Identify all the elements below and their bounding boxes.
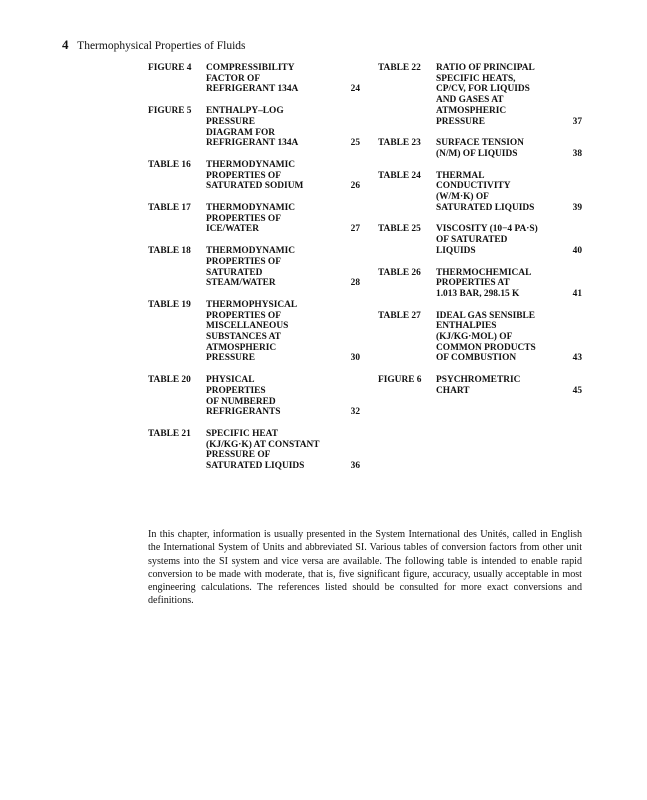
toc-entry-label: TABLE 25 [378, 224, 421, 235]
toc-title-line: THERMODYNAMIC [206, 203, 296, 214]
toc-entry-page: 36 [350, 461, 360, 472]
toc-title-line: PROPERTIES [206, 385, 266, 396]
toc-entry-page: 32 [350, 407, 360, 418]
toc-entry-title [436, 171, 560, 214]
toc-title-line: (N/M) OF LIQUIDS [436, 148, 518, 159]
toc-title-line: PROPERTIES AT [436, 278, 510, 289]
toc-title-line: ENTHALPY–LOG [206, 106, 284, 117]
toc-entry-title [206, 63, 336, 95]
toc-title-line: ATMOSPHERIC [206, 342, 277, 353]
toc-entry [378, 375, 582, 396]
toc-entry-title [436, 375, 560, 396]
toc-entry [148, 106, 360, 149]
toc-title-line: SPECIFIC HEATS, [436, 73, 516, 84]
toc-title-line: ICE/WATER [206, 224, 259, 235]
toc-title-line: CP/CV, FOR LIQUIDS [436, 84, 530, 95]
toc-entry-page: 28 [350, 278, 360, 289]
toc-title-line: (W/M·K) OF [436, 192, 489, 203]
toc-entry [148, 375, 360, 418]
running-header [62, 37, 246, 53]
toc-title-line: THERMODYNAMIC [206, 246, 296, 257]
toc-title-line: PROPERTIES OF [206, 256, 281, 267]
toc-title-line: PRESSURE [206, 116, 255, 127]
toc-title-line: THERMOCHEMICAL [436, 267, 532, 278]
toc-title-line: SPECIFIC HEAT [206, 428, 278, 439]
toc-title-line: STEAM/WATER [206, 278, 276, 289]
toc-entry [148, 160, 360, 192]
toc-entry-label: TABLE 27 [378, 310, 421, 321]
toc-entry-page: 27 [350, 224, 360, 235]
toc-entry-label: TABLE 16 [148, 159, 191, 170]
toc-title-line: REFRIGERANT 134A [206, 84, 299, 95]
toc-title-line: CHART [436, 385, 470, 396]
toc-entry-title [206, 300, 336, 364]
toc-title-line: PSYCHROMETRIC [436, 375, 521, 386]
toc-entry [378, 171, 582, 214]
toc-title-line: SUBSTANCES AT [206, 332, 281, 343]
toc-title-line: LIQUIDS [436, 245, 476, 256]
toc-entry-title [436, 224, 560, 256]
toc-title-line: IDEAL GAS SENSIBLE [436, 310, 535, 321]
running-title: Thermophysical Properties of Fluids [77, 40, 246, 52]
toc-title-line: (KJ/KG·MOL) OF [436, 332, 513, 343]
toc-title-line: VISCOSITY (10−4 PA·S) [436, 224, 538, 235]
toc-entry-title [436, 63, 560, 127]
toc-entry-page: 38 [572, 148, 582, 159]
toc-entry-page: 39 [572, 202, 582, 213]
toc-entry-title [436, 138, 560, 159]
body-paragraph: In this chapter, information is usually presented in the System International des Unités, called in English the International System of Units and abbreviated SI. Various tables of conversion factors from other unit systems into the SI system and vice versa are available. The following table is intended to enable rapid conversion to be made with moderate, that is, five significant figure, accuracy, usually acceptable in most engineering calculations. The references listed should be consulted for more exact conversions and definitions. [148, 529, 582, 607]
toc-entry [148, 63, 360, 95]
toc-entry-page: 30 [350, 353, 360, 364]
toc-title-line: SATURATED LIQUIDS [206, 461, 305, 472]
toc-title-line: 1.013 BAR, 298.15 K [436, 288, 520, 299]
toc-entry-page: 37 [572, 116, 582, 127]
toc-title-line: AND GASES AT [436, 95, 504, 106]
toc-title-line: SATURATED SODIUM [206, 181, 304, 192]
toc-entry [148, 246, 360, 289]
toc-title-line: THERMAL [436, 170, 485, 181]
toc-entry [378, 138, 582, 159]
toc-entry-title [206, 203, 336, 235]
toc-entry-label: FIGURE 6 [378, 375, 422, 386]
toc-title-line: (KJ/KG·K) AT CONSTANT [206, 439, 320, 450]
toc-entry [378, 311, 582, 365]
toc-entry [378, 224, 582, 256]
toc-title-line: THERMOPHYSICAL [206, 299, 298, 310]
toc-entry [148, 300, 360, 364]
toc-entry-title [206, 429, 336, 472]
toc-entry-label: FIGURE 5 [148, 106, 192, 117]
toc-entry-page: 45 [572, 385, 582, 396]
toc-entry-label: TABLE 22 [378, 63, 421, 73]
toc-entry-label: TABLE 20 [148, 375, 191, 386]
toc-title-line: OF COMBUSTION [436, 353, 517, 364]
toc-title-line: PROPERTIES OF [206, 170, 281, 181]
toc-entry-page: 43 [572, 353, 582, 364]
toc-title-line: DIAGRAM FOR [206, 127, 276, 138]
toc-entry-title [206, 160, 336, 192]
toc-right-column [378, 63, 582, 408]
toc-entry-page: 41 [572, 288, 582, 299]
toc-entry [148, 429, 360, 472]
toc-entry-label: TABLE 23 [378, 138, 421, 149]
toc-entry [378, 268, 582, 300]
toc-entry-page: 40 [572, 245, 582, 256]
toc-title-line: SURFACE TENSION [436, 138, 524, 149]
toc-title-line: PRESSURE [436, 116, 485, 127]
toc-title-line: PROPERTIES OF [206, 213, 281, 224]
toc-entry-label: FIGURE 4 [148, 63, 192, 73]
toc-title-line: PRESSURE [206, 353, 255, 364]
toc-title-line: PHYSICAL [206, 375, 255, 386]
toc-title-line: THERMODYNAMIC [206, 159, 296, 170]
toc-entry-page: 25 [350, 138, 360, 149]
toc-entry [148, 203, 360, 235]
toc-title-line: COMMON PRODUCTS [436, 342, 536, 353]
toc-title-line: FACTOR OF [206, 73, 261, 84]
toc-entry-title [206, 375, 336, 418]
page-number: 4 [62, 37, 69, 52]
toc-entry-label: TABLE 19 [148, 299, 191, 310]
toc-entry-label: TABLE 24 [378, 170, 421, 181]
toc-entry-title [436, 268, 560, 300]
toc-entry-label: TABLE 18 [148, 246, 191, 257]
toc-title-line: SATURATED LIQUIDS [436, 202, 535, 213]
toc-title-line: COMPRESSIBILITY [206, 63, 295, 73]
toc-title-line: PRESSURE OF [206, 450, 271, 461]
toc-entry [378, 63, 582, 127]
toc-title-line: OF SATURATED [436, 235, 508, 246]
toc-entry-label: TABLE 17 [148, 203, 191, 214]
toc-title-line: REFRIGERANT 134A [206, 138, 299, 149]
toc-title-line: MISCELLANEOUS [206, 321, 289, 332]
toc-entry-page: 26 [350, 181, 360, 192]
toc-title-line: REFRIGERANTS [206, 407, 281, 418]
toc-entry-title [436, 311, 560, 365]
toc-entry-title [206, 246, 336, 289]
toc-left-column [148, 63, 360, 483]
toc-title-line: ATMOSPHERIC [436, 105, 507, 116]
toc-entry-label: TABLE 26 [378, 267, 421, 278]
toc-title-line: RATIO OF PRINCIPAL [436, 63, 535, 73]
toc-entry-title [206, 106, 336, 149]
toc-title-line: CONDUCTIVITY [436, 181, 511, 192]
toc-entry-page: 24 [350, 84, 360, 95]
toc-title-line: SATURATED [206, 267, 263, 278]
toc-title-line: PROPERTIES OF [206, 310, 281, 321]
toc-title-line: ENTHALPIES [436, 321, 497, 332]
toc-title-line: OF NUMBERED [206, 396, 276, 407]
toc-entry-label: TABLE 21 [148, 428, 191, 439]
